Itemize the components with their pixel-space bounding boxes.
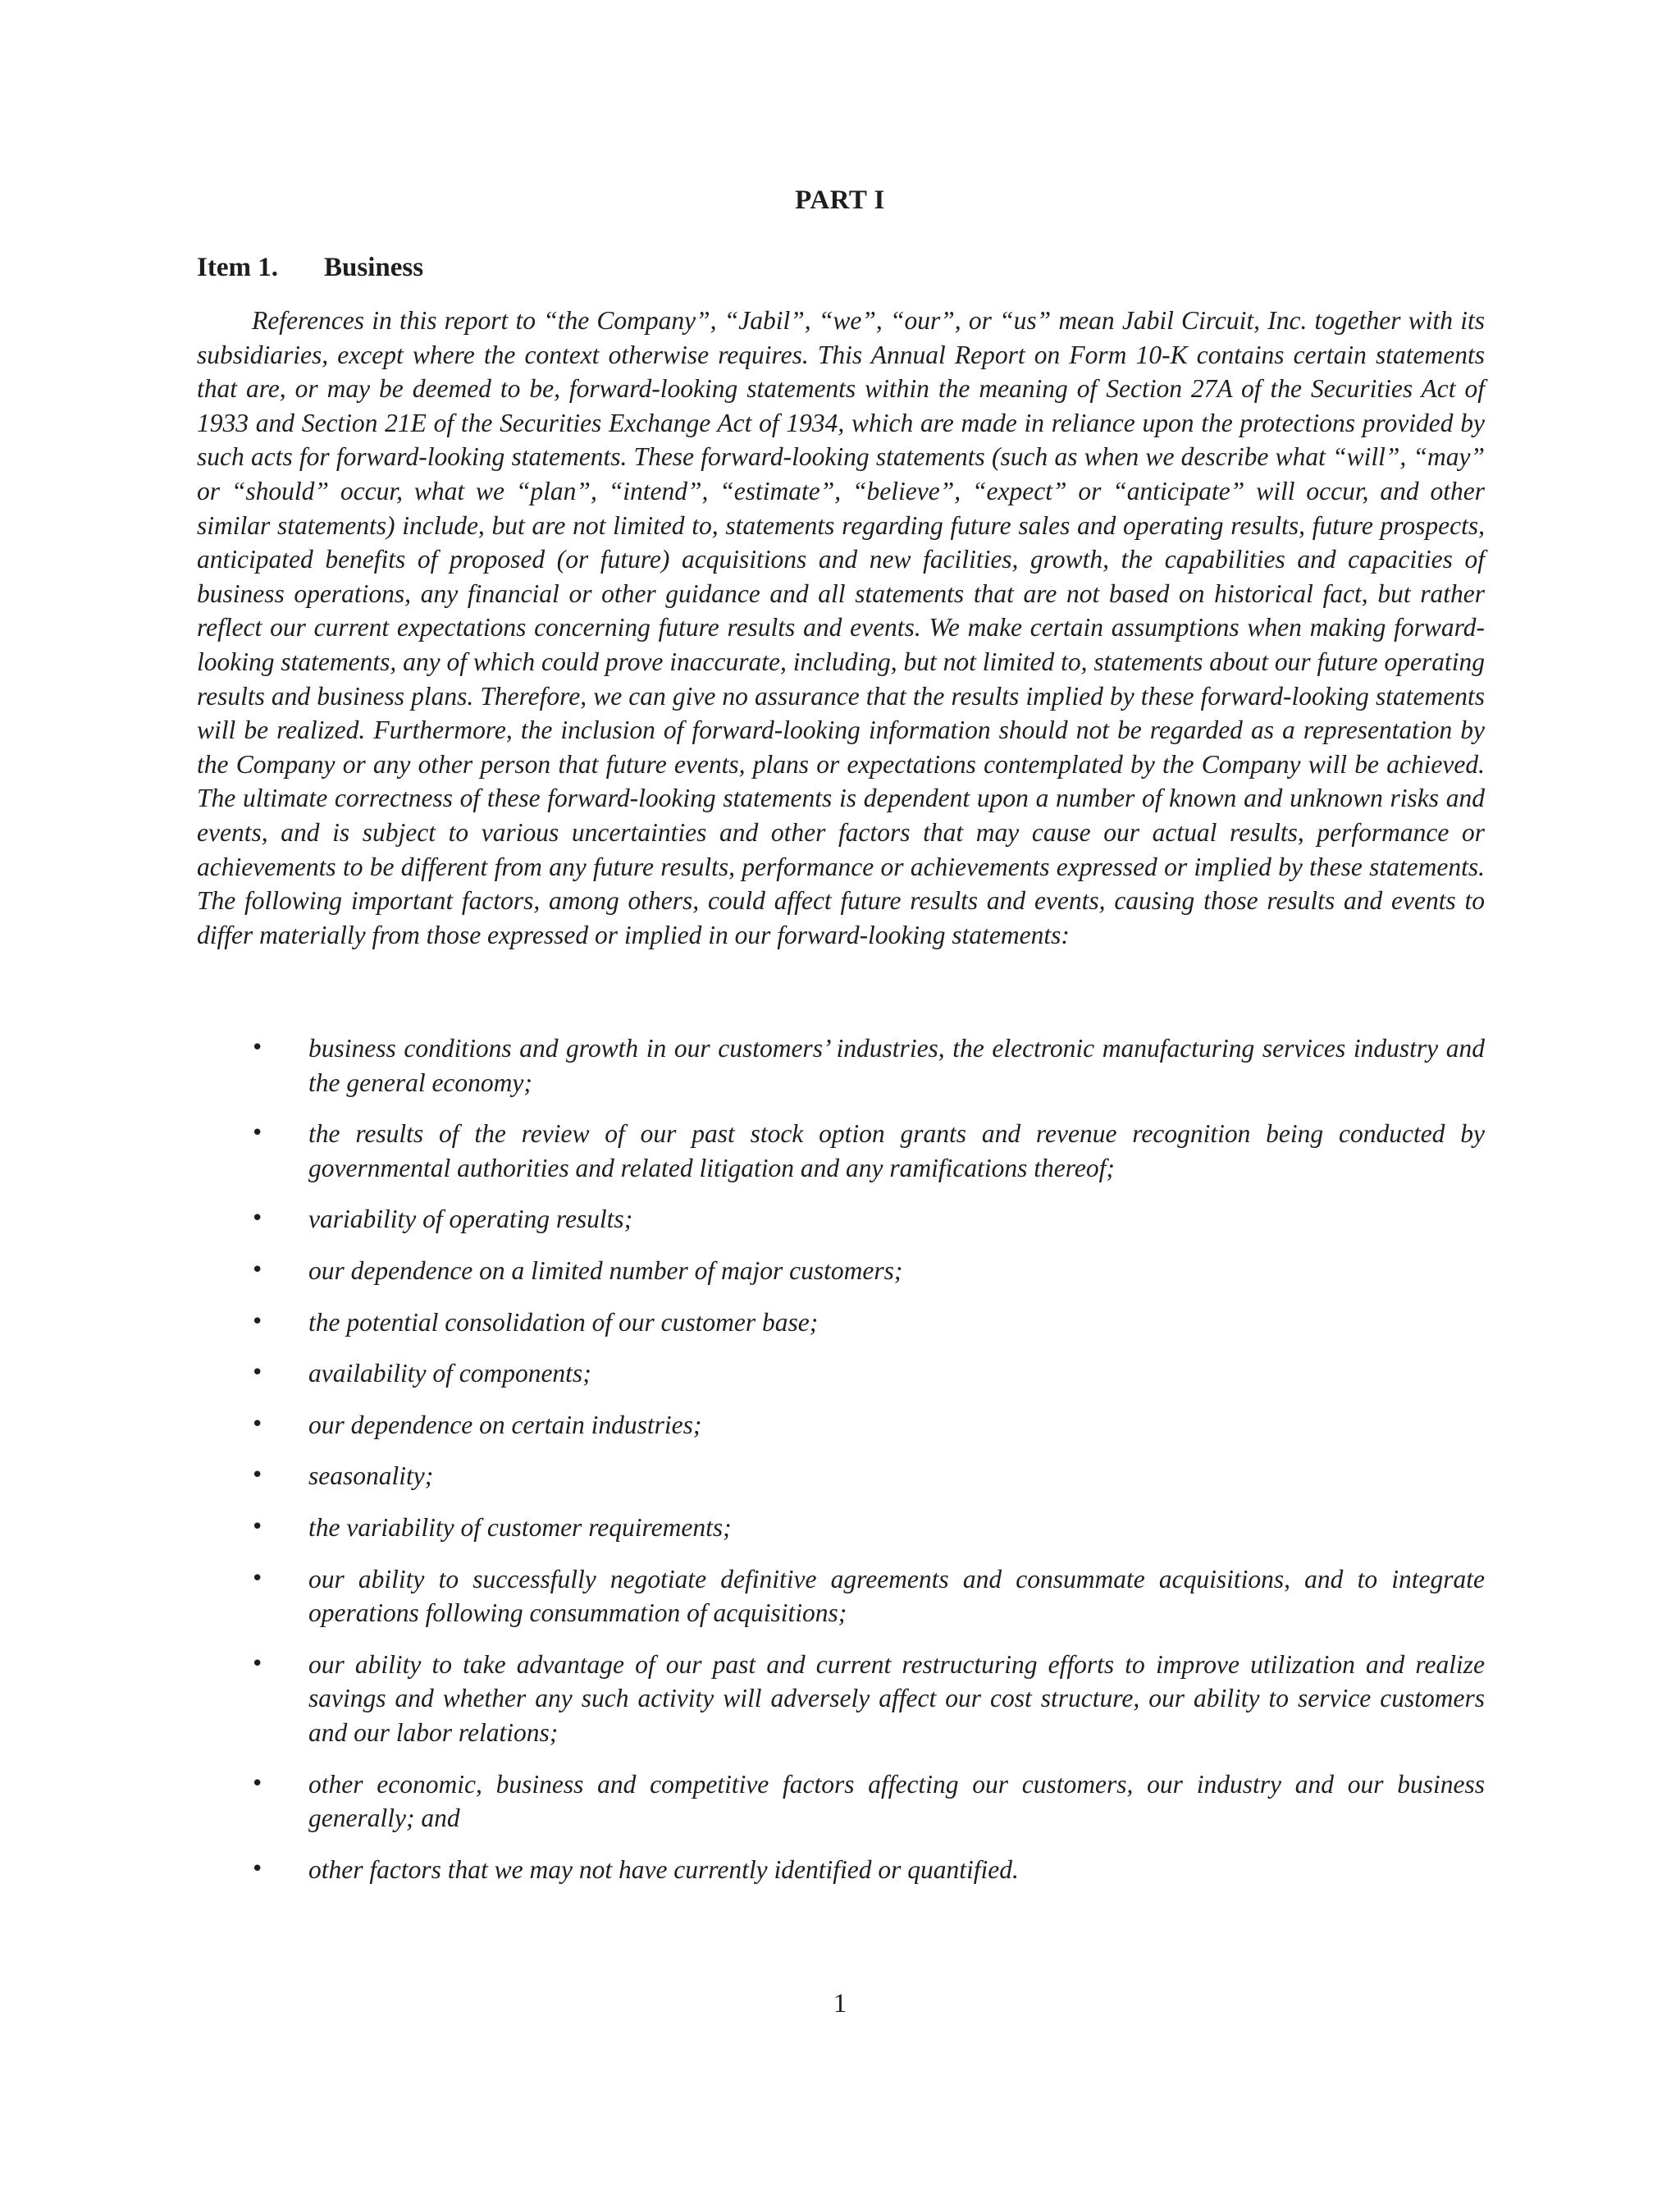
list-item [197,1562,1485,1630]
list-item [197,1511,1485,1545]
bullet-icon: • [251,1411,264,1437]
bullet-icon: • [251,1257,264,1282]
factors-list [197,1031,1485,1904]
factor-text: the results of the review of our past stock option grants and revenue recognition being conducted by governmental authorities and related litigation and any ramifications thereof; [308,1119,1485,1182]
list-item [197,1408,1485,1442]
bullet-icon: • [251,1463,264,1488]
factor-text: the variability of customer requirements; [308,1512,732,1542]
factor-text: our ability to successfully negotiate definitive agreements and consummate acquisitions, and to integrate operations following consummation of acquisitions; [308,1564,1485,1628]
bullet-icon: • [251,1360,264,1386]
factor-text: other factors that we may not have currently identified or quantified. [308,1854,1019,1884]
bullet-icon: • [251,1309,264,1334]
bullet-icon: • [251,1206,264,1232]
item-heading [197,253,423,283]
factor-text: availability of components; [308,1359,591,1388]
list-item [197,1356,1485,1391]
list-item [197,1853,1485,1887]
factor-text: our dependence on certain industries; [308,1410,702,1439]
list-item [197,1648,1485,1750]
bullet-icon: • [251,1036,264,1060]
bullet-icon: • [251,1121,264,1146]
list-item [197,1254,1485,1288]
factor-text: other economic, business and competitive factors affecting our customers, our industry and our business generally; and [308,1769,1485,1833]
list-item [197,1767,1485,1836]
part-heading: PART I [795,185,885,215]
factor-text: our ability to take advantage of our past and current restructuring efforts to improve utilization and realize savings and whether any such activity will adversely affect our cost structure, our ability to service customers and our labor relations; [308,1649,1485,1747]
list-item [197,1459,1485,1493]
page-number: 1 [833,1989,847,2019]
intro-paragraph: References in this report to “the Company”, “Jabil”, “we”, “our”, or “us” mean Jabil Circuit, Inc. together with its subsidiaries, except where the context otherwise requires. This Annual Report on Form 10-K contains certain statements that are, or may be deemed to be, forward-looking statements within the meaning of Section 27A of the Securities Act of 1933 and Section 21E of the Securities Exchange Act of 1934, which are made in reliance upon the protections provided by such acts for forward-looking statements. These forward-looking statements (such as when we describe what “will”, “may” or “should” occur, what we “plan”, “intend”, “estimate”, “believe”, “expect” or “anticipate” will occur, and other similar statements) include, but are not limited to, statements regarding future sales and operating results, future prospects, anticipated benefits of proposed (or future) acquisitions and new facilities, growth, the capabilities and capacities of business operations, any financial or other guidance and all statements that are not based on historical fact, but rather reflect our current expectations concerning future results and events. We make certain assumptions when making forward-looking statements, any of which could prove inaccurate, including, but not limited to, statements about our future operating results and business plans. Therefore, we can give no assurance that the results implied by these forward-looking statements will be realized. Furthermore, the inclusion of forward-looking information should not be regarded as a representation by the Company or any other person that future events, plans or expectations contemplated by the Company will be achieved. The ultimate correctness of these forward-looking statements is dependent upon a number of known and unknown risks and events, and is subject to various uncertainties and other factors that may cause our actual results, performance or achievements to be different from any future results, performance or achievements expressed or implied by these statements. The following important factors, among others, could affect future results and events, causing those results and events to differ materially from those expressed or implied in our forward-looking statements: [197,306,1485,949]
factor-text: seasonality; [308,1461,434,1491]
list-item [197,1202,1485,1237]
item-number: Item 1. [197,253,278,282]
bullet-icon: • [251,1651,264,1676]
factor-text: our dependence on a limited number of major customers; [308,1255,903,1285]
bullet-icon: • [251,1514,264,1539]
factor-text: business conditions and growth in our customers’ industries, the electronic manufacturing services industry and the general economy; [308,1034,1485,1097]
list-item [197,1117,1485,1185]
factor-text: variability of operating results; [308,1205,633,1234]
factor-text: the potential consolidation of our customer base; [308,1307,819,1337]
bullet-icon: • [251,1856,264,1881]
list-item [197,1305,1485,1340]
bullet-icon: • [251,1566,264,1591]
item-title: Business [324,253,424,282]
list-item [197,1031,1485,1100]
bullet-icon: • [251,1771,264,1796]
